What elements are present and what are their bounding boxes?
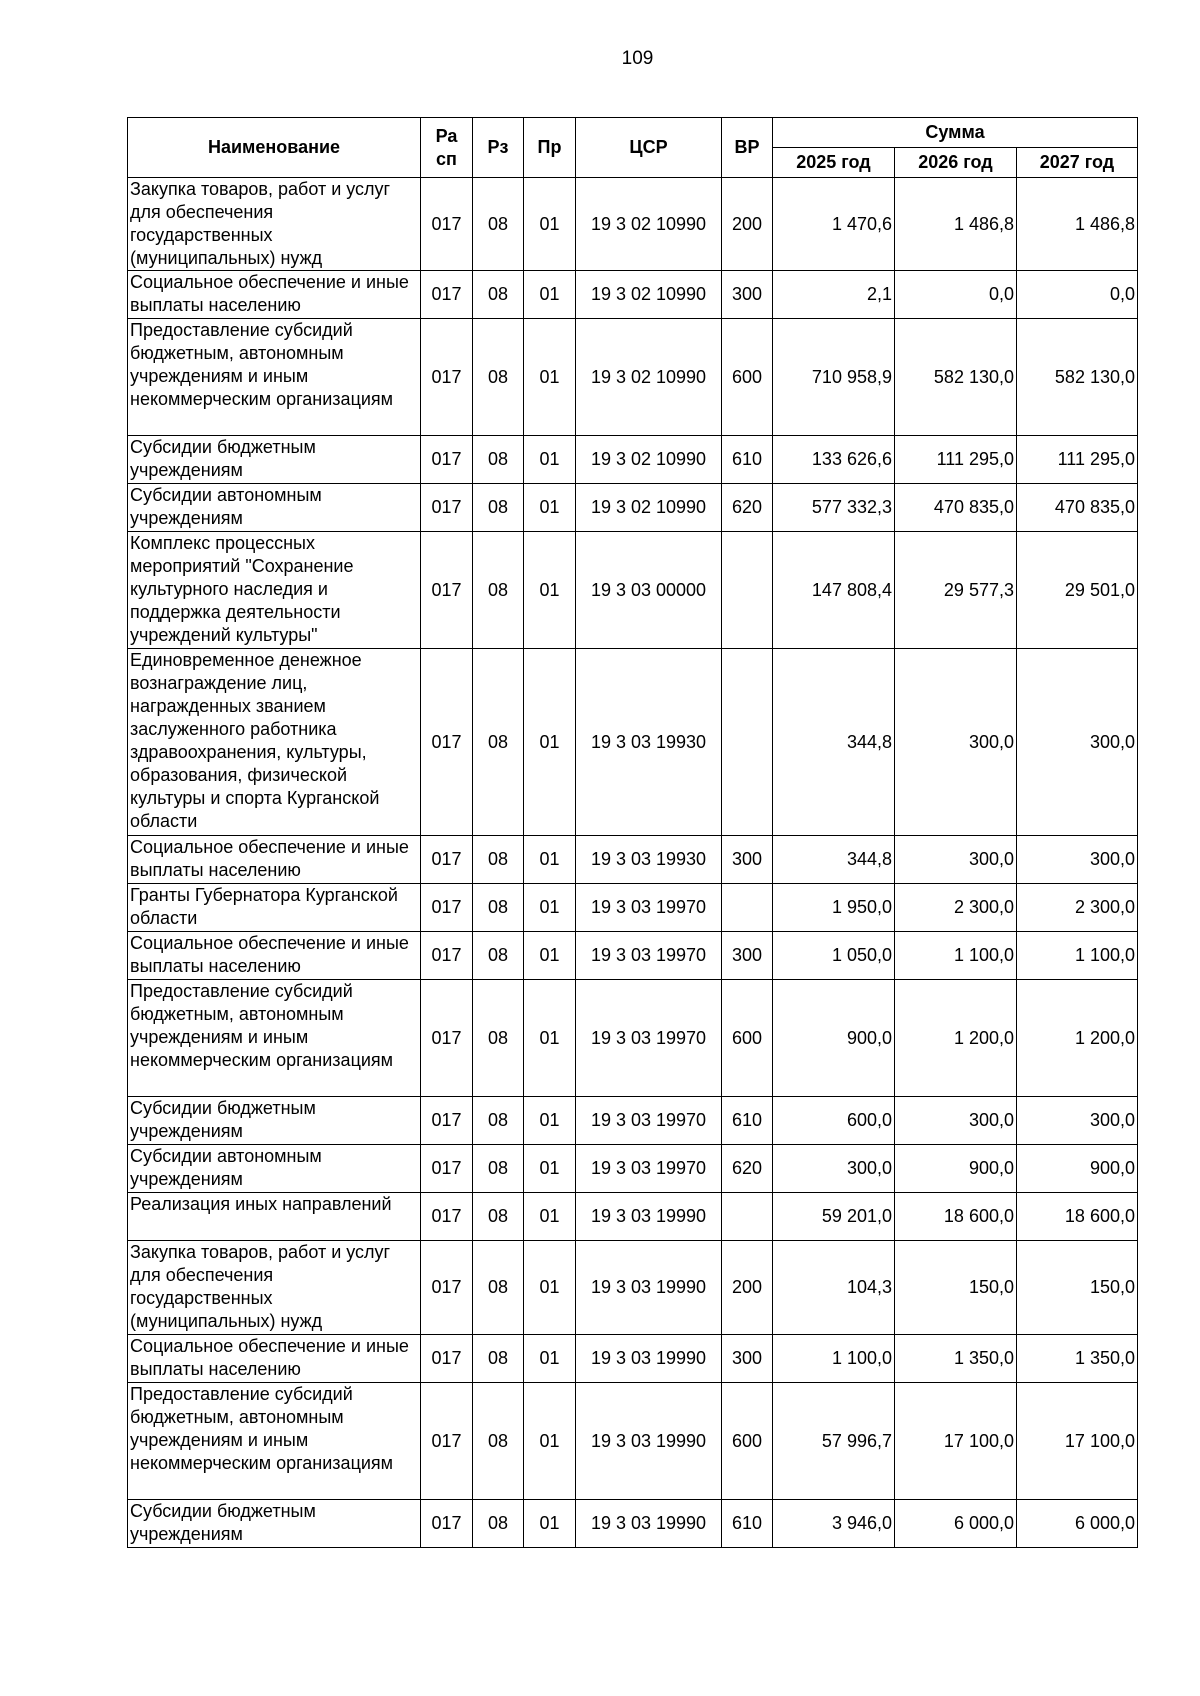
table-row <box>128 436 1138 484</box>
row-vr: 600 <box>722 319 773 436</box>
row-2027: 0,0 <box>1017 271 1138 319</box>
row-2025: 1 050,0 <box>773 932 895 980</box>
table-row <box>128 1241 1138 1335</box>
row-2025: 600,0 <box>773 1097 895 1145</box>
row-csr: 19 3 03 19990 <box>576 1193 722 1241</box>
row-2026: 111 295,0 <box>895 436 1017 484</box>
table-body <box>128 178 1138 1548</box>
row-2026: 470 835,0 <box>895 484 1017 532</box>
row-rasp: 017 <box>421 1097 473 1145</box>
row-csr: 19 3 02 10990 <box>576 271 722 319</box>
row-rasp: 017 <box>421 532 473 649</box>
row-rasp: 017 <box>421 1335 473 1383</box>
row-pr: 01 <box>524 884 576 932</box>
row-rasp: 017 <box>421 436 473 484</box>
row-rasp: 017 <box>421 980 473 1097</box>
row-csr: 19 3 03 19990 <box>576 1335 722 1383</box>
row-name: Закупка товаров, работ и услуг для обеспечения государственных (муниципальных) нужд <box>128 178 421 271</box>
row-rasp: 017 <box>421 271 473 319</box>
row-vr <box>722 649 773 836</box>
row-rz: 08 <box>473 1193 524 1241</box>
row-2026: 300,0 <box>895 649 1017 836</box>
row-pr: 01 <box>524 178 576 271</box>
row-csr: 19 3 03 19970 <box>576 1097 722 1145</box>
row-pr: 01 <box>524 932 576 980</box>
table-row <box>128 1193 1138 1241</box>
row-vr: 620 <box>722 1145 773 1193</box>
row-2026: 17 100,0 <box>895 1383 1017 1500</box>
row-csr: 19 3 03 19930 <box>576 649 722 836</box>
row-csr: 19 3 02 10990 <box>576 319 722 436</box>
row-pr: 01 <box>524 532 576 649</box>
row-pr: 01 <box>524 436 576 484</box>
row-rz: 08 <box>473 932 524 980</box>
row-2027: 582 130,0 <box>1017 319 1138 436</box>
row-rz: 08 <box>473 178 524 271</box>
row-2025: 1 470,6 <box>773 178 895 271</box>
row-rz: 08 <box>473 649 524 836</box>
header-2025: 2025 год <box>773 148 895 178</box>
row-name: Предоставление субсидий бюджетным, автономным учреждениям и иным некоммерческим организациям <box>128 1383 421 1500</box>
row-csr: 19 3 03 19930 <box>576 836 722 884</box>
table-row <box>128 836 1138 884</box>
row-2026: 1 350,0 <box>895 1335 1017 1383</box>
row-rz: 08 <box>473 1241 524 1335</box>
row-rz: 08 <box>473 1097 524 1145</box>
row-rasp: 017 <box>421 1145 473 1193</box>
row-pr: 01 <box>524 980 576 1097</box>
row-rasp: 017 <box>421 1383 473 1500</box>
row-csr: 19 3 03 19970 <box>576 1145 722 1193</box>
row-pr: 01 <box>524 319 576 436</box>
row-vr: 600 <box>722 1383 773 1500</box>
row-csr: 19 3 03 19970 <box>576 980 722 1097</box>
row-2027: 6 000,0 <box>1017 1500 1138 1548</box>
row-name: Субсидии бюджетным учреждениям <box>128 1097 421 1145</box>
row-2027: 111 295,0 <box>1017 436 1138 484</box>
row-rz: 08 <box>473 1500 524 1548</box>
table-row <box>128 1145 1138 1193</box>
row-2027: 300,0 <box>1017 1097 1138 1145</box>
row-rasp: 017 <box>421 649 473 836</box>
row-pr: 01 <box>524 271 576 319</box>
row-name: Комплекс процессных мероприятий "Сохранение культурного наследия и поддержка деятельности учреждений культуры" <box>128 532 421 649</box>
row-2027: 1 100,0 <box>1017 932 1138 980</box>
row-pr: 01 <box>524 836 576 884</box>
row-2027: 900,0 <box>1017 1145 1138 1193</box>
row-rasp: 017 <box>421 319 473 436</box>
row-rasp: 017 <box>421 1241 473 1335</box>
table-row <box>128 319 1138 436</box>
header-rz: Рз <box>473 118 524 178</box>
row-2025: 577 332,3 <box>773 484 895 532</box>
table-row <box>128 980 1138 1097</box>
row-name: Единовременное денежное вознаграждение лиц, награжденных званием заслуженного работника здравоохранения, культуры, образования, физической культуры и спорта Курганской области <box>128 649 421 836</box>
row-vr: 200 <box>722 1241 773 1335</box>
row-2027: 17 100,0 <box>1017 1383 1138 1500</box>
table-row <box>128 178 1138 271</box>
row-2027: 1 486,8 <box>1017 178 1138 271</box>
table-row <box>128 932 1138 980</box>
row-vr: 610 <box>722 436 773 484</box>
row-name: Социальное обеспечение и иные выплаты населению <box>128 836 421 884</box>
row-pr: 01 <box>524 1097 576 1145</box>
row-vr: 200 <box>722 178 773 271</box>
row-csr: 19 3 02 10990 <box>576 484 722 532</box>
row-rasp: 017 <box>421 1193 473 1241</box>
row-pr: 01 <box>524 1383 576 1500</box>
header-pr: Пр <box>524 118 576 178</box>
row-2025: 57 996,7 <box>773 1383 895 1500</box>
row-csr: 19 3 03 19970 <box>576 884 722 932</box>
row-2026: 1 486,8 <box>895 178 1017 271</box>
row-2025: 1 950,0 <box>773 884 895 932</box>
row-vr: 600 <box>722 980 773 1097</box>
row-vr: 300 <box>722 1335 773 1383</box>
row-name: Предоставление субсидий бюджетным, автономным учреждениям и иным некоммерческим организациям <box>128 980 421 1097</box>
header-csr: ЦСР <box>576 118 722 178</box>
row-csr: 19 3 02 10990 <box>576 436 722 484</box>
table-header <box>128 118 1138 178</box>
row-2027: 2 300,0 <box>1017 884 1138 932</box>
row-2025: 344,8 <box>773 836 895 884</box>
row-pr: 01 <box>524 1241 576 1335</box>
row-rz: 08 <box>473 836 524 884</box>
row-2027: 150,0 <box>1017 1241 1138 1335</box>
header-rasp: Ра сп <box>421 118 473 178</box>
row-name: Реализация иных направлений <box>128 1193 421 1241</box>
row-2025: 59 201,0 <box>773 1193 895 1241</box>
row-csr: 19 3 03 19990 <box>576 1241 722 1335</box>
row-2027: 300,0 <box>1017 836 1138 884</box>
header-sum: Сумма <box>773 118 1138 148</box>
row-csr: 19 3 02 10990 <box>576 178 722 271</box>
row-2026: 582 130,0 <box>895 319 1017 436</box>
row-rz: 08 <box>473 319 524 436</box>
row-rz: 08 <box>473 1335 524 1383</box>
row-rz: 08 <box>473 436 524 484</box>
row-2027: 470 835,0 <box>1017 484 1138 532</box>
row-vr <box>722 1193 773 1241</box>
row-name: Предоставление субсидий бюджетным, автономным учреждениям и иным некоммерческим организациям <box>128 319 421 436</box>
row-2027: 29 501,0 <box>1017 532 1138 649</box>
row-2027: 1 200,0 <box>1017 980 1138 1097</box>
row-name: Субсидии автономным учреждениям <box>128 484 421 532</box>
row-2026: 1 100,0 <box>895 932 1017 980</box>
table-row <box>128 649 1138 836</box>
row-csr: 19 3 03 19990 <box>576 1500 722 1548</box>
row-2025: 2,1 <box>773 271 895 319</box>
row-vr: 300 <box>722 836 773 884</box>
row-pr: 01 <box>524 1193 576 1241</box>
row-2026: 150,0 <box>895 1241 1017 1335</box>
row-name: Субсидии бюджетным учреждениям <box>128 1500 421 1548</box>
budget-table <box>127 117 1138 1548</box>
row-rz: 08 <box>473 884 524 932</box>
row-2026: 300,0 <box>895 836 1017 884</box>
row-rz: 08 <box>473 484 524 532</box>
row-rz: 08 <box>473 980 524 1097</box>
row-rasp: 017 <box>421 932 473 980</box>
table-row <box>128 1383 1138 1500</box>
row-pr: 01 <box>524 1145 576 1193</box>
row-name: Социальное обеспечение и иные выплаты населению <box>128 932 421 980</box>
row-name: Субсидии автономным учреждениям <box>128 1145 421 1193</box>
row-2025: 344,8 <box>773 649 895 836</box>
header-2026: 2026 год <box>895 148 1017 178</box>
row-rz: 08 <box>473 532 524 649</box>
row-rasp: 017 <box>421 884 473 932</box>
row-2025: 133 626,6 <box>773 436 895 484</box>
row-pr: 01 <box>524 649 576 836</box>
row-2026: 6 000,0 <box>895 1500 1017 1548</box>
row-2026: 300,0 <box>895 1097 1017 1145</box>
row-2025: 104,3 <box>773 1241 895 1335</box>
row-2025: 300,0 <box>773 1145 895 1193</box>
row-2026: 29 577,3 <box>895 532 1017 649</box>
row-csr: 19 3 03 19970 <box>576 932 722 980</box>
row-rasp: 017 <box>421 836 473 884</box>
row-pr: 01 <box>524 1335 576 1383</box>
row-vr <box>722 884 773 932</box>
table-row <box>128 884 1138 932</box>
row-name: Социальное обеспечение и иные выплаты населению <box>128 1335 421 1383</box>
row-vr: 300 <box>722 271 773 319</box>
row-vr: 620 <box>722 484 773 532</box>
row-2025: 147 808,4 <box>773 532 895 649</box>
row-name: Гранты Губернатора Курганской области <box>128 884 421 932</box>
row-name: Закупка товаров, работ и услуг для обеспечения государственных (муниципальных) нужд <box>128 1241 421 1335</box>
row-2026: 900,0 <box>895 1145 1017 1193</box>
row-2025: 3 946,0 <box>773 1500 895 1548</box>
table-row <box>128 484 1138 532</box>
header-vr: ВР <box>722 118 773 178</box>
row-2025: 710 958,9 <box>773 319 895 436</box>
row-2025: 900,0 <box>773 980 895 1097</box>
table-row <box>128 1500 1138 1548</box>
table-row <box>128 1097 1138 1145</box>
page-number: 109 <box>621 48 654 69</box>
header-2027: 2027 год <box>1017 148 1138 178</box>
header-name: Наименование <box>128 118 421 178</box>
row-rasp: 017 <box>421 178 473 271</box>
table-row <box>128 271 1138 319</box>
row-2025: 1 100,0 <box>773 1335 895 1383</box>
row-name: Социальное обеспечение и иные выплаты населению <box>128 271 421 319</box>
row-2026: 18 600,0 <box>895 1193 1017 1241</box>
table-row <box>128 1335 1138 1383</box>
row-vr: 300 <box>722 932 773 980</box>
row-2026: 0,0 <box>895 271 1017 319</box>
row-pr: 01 <box>524 484 576 532</box>
table-row <box>128 532 1138 649</box>
row-csr: 19 3 03 00000 <box>576 532 722 649</box>
row-rasp: 017 <box>421 1500 473 1548</box>
row-vr: 610 <box>722 1500 773 1548</box>
row-2027: 18 600,0 <box>1017 1193 1138 1241</box>
row-vr: 610 <box>722 1097 773 1145</box>
row-rz: 08 <box>473 1383 524 1500</box>
row-2026: 1 200,0 <box>895 980 1017 1097</box>
row-rasp: 017 <box>421 484 473 532</box>
row-rz: 08 <box>473 1145 524 1193</box>
row-pr: 01 <box>524 1500 576 1548</box>
row-name: Субсидии бюджетным учреждениям <box>128 436 421 484</box>
row-2027: 300,0 <box>1017 649 1138 836</box>
row-vr <box>722 532 773 649</box>
row-2026: 2 300,0 <box>895 884 1017 932</box>
row-csr: 19 3 03 19990 <box>576 1383 722 1500</box>
row-2027: 1 350,0 <box>1017 1335 1138 1383</box>
row-rz: 08 <box>473 271 524 319</box>
